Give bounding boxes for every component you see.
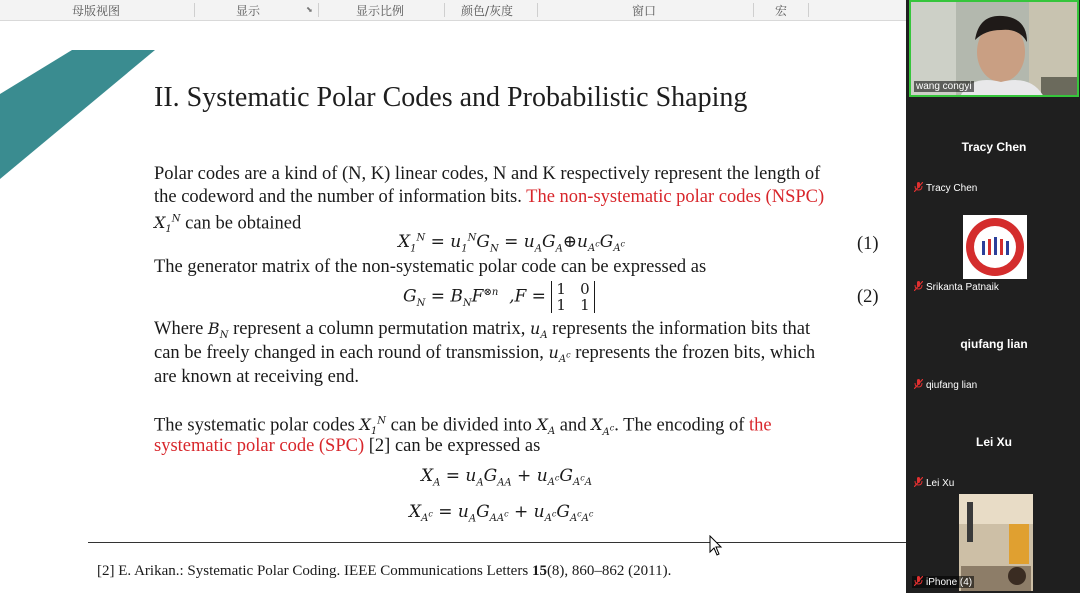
math-symbol: $X_{A^c}$ <box>591 415 615 438</box>
ribbon-divider <box>194 3 195 17</box>
math-symbol: $u_{A^c}$ <box>548 343 571 366</box>
participant-display-name: Lei Xu <box>975 435 1012 449</box>
text: . The encoding of <box>614 415 750 436</box>
participant-tile[interactable] <box>909 100 1079 197</box>
ribbon-divider <box>753 3 754 17</box>
ribbon-zoom[interactable]: 显示比例 <box>356 4 405 18</box>
participant-name: Srikanta Patnaik <box>926 282 999 293</box>
participant-label <box>912 379 979 391</box>
participant-tile[interactable] <box>909 199 1079 296</box>
text: Where <box>154 319 208 339</box>
text: can be obtained <box>180 213 302 234</box>
text: can be freely changed in each round of transmission, <box>154 343 549 363</box>
dialog-launcher-icon[interactable]: ⬊ <box>306 5 313 14</box>
participant-name: qiufang lian <box>926 380 978 391</box>
equation-1: $X_1^N = u_1^NG_N$ = $u_AG_A\oplus u_{A^c}G_{A^c}$ <box>398 232 626 255</box>
participant-tile[interactable] <box>909 297 1079 394</box>
math-symbol: $X_1^N$ <box>359 415 387 438</box>
highlighted-text: the <box>749 415 772 436</box>
slide-title: II. Systematic Polar Codes and Probabilistic Shaping <box>154 82 748 113</box>
equation-4: $X_{A^c} = u_AG_{AA^c} + u_{A^c}G_{A^cA^c}$ <box>409 502 594 525</box>
text: represents the information bits that <box>547 319 811 339</box>
math-symbol: $X_A$ <box>536 415 556 438</box>
footnote-divider <box>88 542 906 543</box>
text: can be divided into <box>386 415 537 436</box>
participant-display-name: qiufang lian <box>960 337 1028 351</box>
ribbon-master-view[interactable]: 母版视图 <box>72 4 121 18</box>
paragraph-line <box>154 185 824 209</box>
participant-name: iPhone (4) <box>926 577 973 588</box>
presentation-slide <box>0 21 906 593</box>
equation-3: $X_A = u_AG_{AA} + u_{A^c}G_{A^cA}$ <box>421 466 592 489</box>
text: The systematic polar codes <box>154 415 360 436</box>
participant-label <box>912 281 1001 293</box>
ribbon-show[interactable]: 显示 <box>236 4 261 18</box>
ribbon-divider <box>318 3 319 17</box>
equation-number: (1) <box>857 234 879 254</box>
ribbon-divider <box>537 3 538 17</box>
text: [2] E. Arikan.: Systematic Polar Coding. IEEE Communications Letters <box>97 563 532 579</box>
organization-logo <box>963 215 1027 279</box>
paragraph-line: The generator matrix of the non-systematic polar code can be expressed as <box>154 257 707 277</box>
participant-tile[interactable] <box>909 395 1079 492</box>
paragraph-line: are known at receiving end. <box>154 367 359 387</box>
mic-muted-icon <box>914 576 923 586</box>
text: (8), 860–862 (2011). <box>546 563 672 579</box>
participant-name: Lei Xu <box>926 478 955 489</box>
mic-muted-icon <box>914 379 923 389</box>
paragraph-line: Polar codes are a kind of (N, K) linear codes, N and K respectively represent the length of <box>154 164 821 184</box>
math-symbol: $X_1^N$ <box>154 213 181 236</box>
equation-2: $G_N = B_NF^{\otimes n}$ ,F = 1 0 1 1 <box>403 281 595 313</box>
math-symbol: $u_A$ <box>530 319 548 342</box>
participant-tile[interactable] <box>909 0 1079 97</box>
paragraph-line <box>154 208 301 243</box>
participant-label <box>912 182 979 194</box>
ribbon-macros[interactable]: 宏 <box>775 4 788 18</box>
bold-text: 15 <box>531 563 547 579</box>
participant-display-name: Tracy Chen <box>961 140 1027 154</box>
teal-accent-band <box>0 21 170 191</box>
participants-panel <box>906 0 1080 593</box>
footnote <box>97 563 671 580</box>
ribbon-window[interactable]: 窗口 <box>632 4 657 18</box>
participant-name: wang congyi <box>916 81 972 92</box>
menu-ribbon <box>0 0 906 21</box>
mouse-cursor-icon <box>709 535 723 557</box>
paragraph-line <box>154 434 540 458</box>
mic-muted-icon <box>914 477 923 487</box>
participant-label <box>912 576 974 588</box>
text: [2] can be expressed as <box>364 436 541 456</box>
highlighted-text: systematic polar code (SPC) <box>154 436 365 456</box>
ribbon-divider <box>444 3 445 17</box>
participant-label <box>912 477 956 489</box>
math-symbol: $B_N$ <box>207 319 229 342</box>
participant-tile[interactable] <box>909 494 1079 591</box>
participant-name: Tracy Chen <box>926 183 978 194</box>
mic-muted-icon <box>914 281 923 291</box>
text: and <box>555 415 592 436</box>
text: the codeword and the number of information bits. <box>154 187 527 207</box>
equation-number: (2) <box>857 287 879 307</box>
ribbon-divider <box>808 3 809 17</box>
ribbon-color-grayscale[interactable]: 颜色/灰度 <box>461 4 514 18</box>
text: represents the frozen bits, which <box>570 343 816 363</box>
highlighted-text: The non-systematic polar codes (NSPC) <box>526 187 825 207</box>
mic-muted-icon <box>914 182 923 192</box>
text: represent a column permutation matrix, <box>228 319 530 339</box>
